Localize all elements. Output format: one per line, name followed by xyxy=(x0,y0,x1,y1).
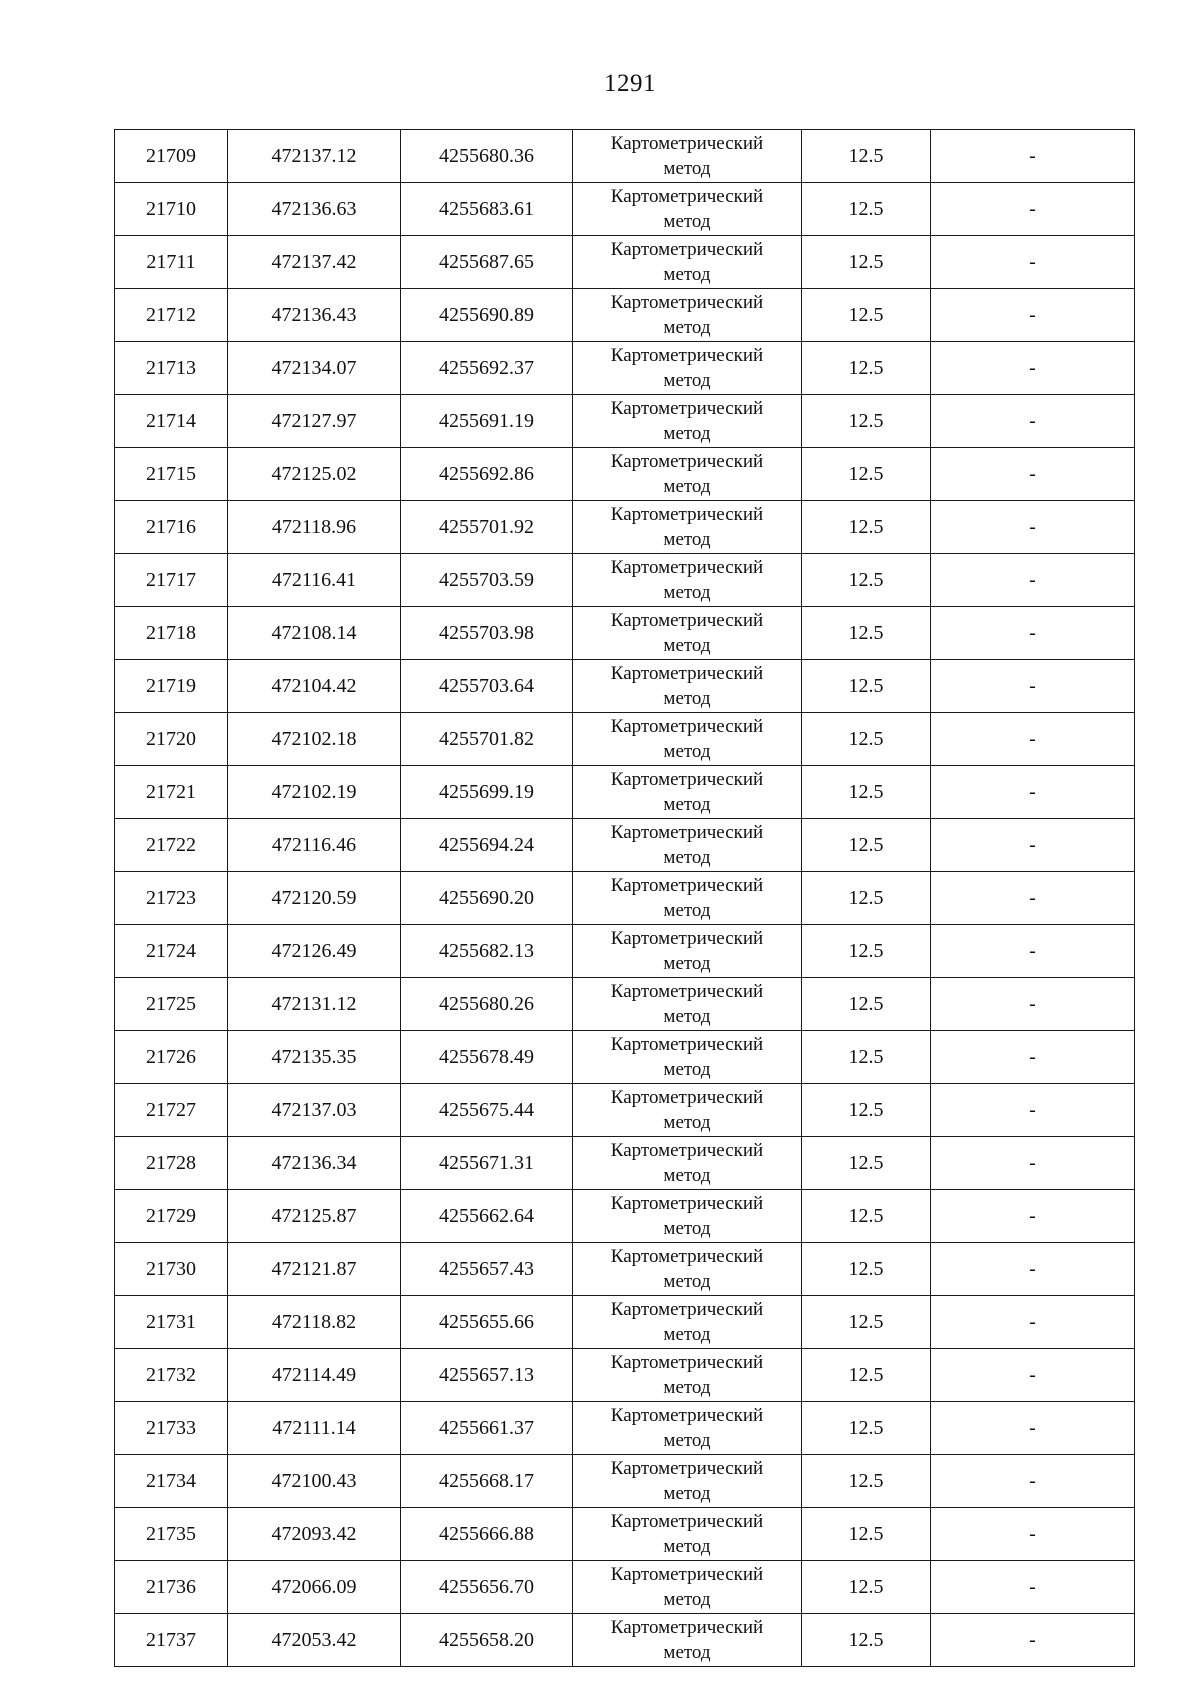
x-coordinate-cell: 472118.82 xyxy=(228,1296,401,1349)
accuracy-cell: 12.5 xyxy=(802,395,931,448)
method-cell xyxy=(573,1614,802,1667)
table-row xyxy=(115,1084,1135,1137)
method-line-1: Картометрический xyxy=(610,1352,764,1373)
accuracy-cell: 12.5 xyxy=(802,501,931,554)
method-line-1: Картометрический xyxy=(610,1034,764,1055)
method-cell xyxy=(573,1402,802,1455)
table-row xyxy=(115,1402,1135,1455)
accuracy-cell: 12.5 xyxy=(802,978,931,1031)
accuracy-cell: 12.5 xyxy=(802,1614,931,1667)
x-coordinate-cell: 472125.02 xyxy=(228,448,401,501)
y-coordinate-cell: 4255661.37 xyxy=(401,1402,573,1455)
method-line-2: метод xyxy=(663,1536,711,1557)
method-line-2: метод xyxy=(663,741,711,762)
accuracy-cell: 12.5 xyxy=(802,1243,931,1296)
accuracy-cell: 12.5 xyxy=(802,1084,931,1137)
note-cell: - xyxy=(931,819,1135,872)
method-line-2: метод xyxy=(663,211,711,232)
point-number-cell: 21718 xyxy=(115,607,228,660)
note-cell: - xyxy=(931,236,1135,289)
point-number-cell: 21733 xyxy=(115,1402,228,1455)
y-coordinate-cell: 4255658.20 xyxy=(401,1614,573,1667)
accuracy-cell: 12.5 xyxy=(802,1137,931,1190)
method-cell xyxy=(573,342,802,395)
x-coordinate-cell: 472137.42 xyxy=(228,236,401,289)
method-cell xyxy=(573,289,802,342)
y-coordinate-cell: 4255703.98 xyxy=(401,607,573,660)
accuracy-cell: 12.5 xyxy=(802,766,931,819)
method-line-1: Картометрический xyxy=(610,981,764,1002)
method-line-1: Картометрический xyxy=(610,1511,764,1532)
method-line-2: метод xyxy=(663,582,711,603)
coordinates-table-body xyxy=(115,130,1135,1667)
method-line-1: Картометрический xyxy=(610,1087,764,1108)
note-cell: - xyxy=(931,289,1135,342)
table-row xyxy=(115,130,1135,183)
point-number-cell: 21713 xyxy=(115,342,228,395)
note-cell: - xyxy=(931,501,1135,554)
point-number-cell: 21712 xyxy=(115,289,228,342)
note-cell: - xyxy=(931,183,1135,236)
method-line-2: метод xyxy=(663,529,711,550)
table-row xyxy=(115,342,1135,395)
method-cell xyxy=(573,1243,802,1296)
point-number-cell: 21710 xyxy=(115,183,228,236)
method-cell xyxy=(573,236,802,289)
x-coordinate-cell: 472136.34 xyxy=(228,1137,401,1190)
note-cell: - xyxy=(931,925,1135,978)
method-cell xyxy=(573,872,802,925)
note-cell: - xyxy=(931,1031,1135,1084)
accuracy-cell: 12.5 xyxy=(802,554,931,607)
x-coordinate-cell: 472104.42 xyxy=(228,660,401,713)
x-coordinate-cell: 472111.14 xyxy=(228,1402,401,1455)
method-line-1: Картометрический xyxy=(610,557,764,578)
point-number-cell: 21736 xyxy=(115,1561,228,1614)
x-coordinate-cell: 472102.18 xyxy=(228,713,401,766)
note-cell: - xyxy=(931,1614,1135,1667)
method-cell xyxy=(573,925,802,978)
y-coordinate-cell: 4255668.17 xyxy=(401,1455,573,1508)
method-line-1: Картометрический xyxy=(610,769,764,790)
method-cell xyxy=(573,183,802,236)
x-coordinate-cell: 472053.42 xyxy=(228,1614,401,1667)
method-line-1: Картометрический xyxy=(610,610,764,631)
x-coordinate-cell: 472102.19 xyxy=(228,766,401,819)
method-line-2: метод xyxy=(663,794,711,815)
method-line-1: Картометрический xyxy=(610,1564,764,1585)
x-coordinate-cell: 472116.46 xyxy=(228,819,401,872)
accuracy-cell: 12.5 xyxy=(802,1508,931,1561)
table-row xyxy=(115,713,1135,766)
accuracy-cell: 12.5 xyxy=(802,925,931,978)
table-row xyxy=(115,1243,1135,1296)
table-row xyxy=(115,183,1135,236)
point-number-cell: 21728 xyxy=(115,1137,228,1190)
method-line-2: метод xyxy=(663,1165,711,1186)
table-row xyxy=(115,1137,1135,1190)
method-cell xyxy=(573,1137,802,1190)
method-cell xyxy=(573,1296,802,1349)
accuracy-cell: 12.5 xyxy=(802,607,931,660)
x-coordinate-cell: 472100.43 xyxy=(228,1455,401,1508)
x-coordinate-cell: 472126.49 xyxy=(228,925,401,978)
point-number-cell: 21732 xyxy=(115,1349,228,1402)
table-row xyxy=(115,554,1135,607)
y-coordinate-cell: 4255703.59 xyxy=(401,554,573,607)
y-coordinate-cell: 4255680.36 xyxy=(401,130,573,183)
point-number-cell: 21726 xyxy=(115,1031,228,1084)
method-line-1: Картометрический xyxy=(610,398,764,419)
note-cell: - xyxy=(931,1561,1135,1614)
table-row xyxy=(115,660,1135,713)
method-line-2: метод xyxy=(663,370,711,391)
method-line-1: Картометрический xyxy=(610,345,764,366)
note-cell: - xyxy=(931,342,1135,395)
table-row xyxy=(115,1455,1135,1508)
table-row xyxy=(115,607,1135,660)
point-number-cell: 21727 xyxy=(115,1084,228,1137)
note-cell: - xyxy=(931,1349,1135,1402)
point-number-cell: 21716 xyxy=(115,501,228,554)
y-coordinate-cell: 4255657.43 xyxy=(401,1243,573,1296)
y-coordinate-cell: 4255671.31 xyxy=(401,1137,573,1190)
table-row xyxy=(115,819,1135,872)
method-line-1: Картометрический xyxy=(610,663,764,684)
note-cell: - xyxy=(931,554,1135,607)
y-coordinate-cell: 4255691.19 xyxy=(401,395,573,448)
point-number-cell: 21717 xyxy=(115,554,228,607)
y-coordinate-cell: 4255701.92 xyxy=(401,501,573,554)
method-line-2: метод xyxy=(663,635,711,656)
table-row xyxy=(115,289,1135,342)
accuracy-cell: 12.5 xyxy=(802,872,931,925)
accuracy-cell: 12.5 xyxy=(802,1402,931,1455)
table-row xyxy=(115,766,1135,819)
note-cell: - xyxy=(931,872,1135,925)
point-number-cell: 21735 xyxy=(115,1508,228,1561)
y-coordinate-cell: 4255678.49 xyxy=(401,1031,573,1084)
method-line-2: метод xyxy=(663,1324,711,1345)
x-coordinate-cell: 472136.43 xyxy=(228,289,401,342)
y-coordinate-cell: 4255687.65 xyxy=(401,236,573,289)
method-cell xyxy=(573,554,802,607)
note-cell: - xyxy=(931,1243,1135,1296)
point-number-cell: 21720 xyxy=(115,713,228,766)
note-cell: - xyxy=(931,1455,1135,1508)
x-coordinate-cell: 472131.12 xyxy=(228,978,401,1031)
method-line-2: метод xyxy=(663,1006,711,1027)
note-cell: - xyxy=(931,607,1135,660)
note-cell: - xyxy=(931,978,1135,1031)
method-line-1: Картометрический xyxy=(610,504,764,525)
note-cell: - xyxy=(931,1402,1135,1455)
y-coordinate-cell: 4255690.89 xyxy=(401,289,573,342)
point-number-cell: 21711 xyxy=(115,236,228,289)
x-coordinate-cell: 472136.63 xyxy=(228,183,401,236)
note-cell: - xyxy=(931,713,1135,766)
method-cell xyxy=(573,1561,802,1614)
accuracy-cell: 12.5 xyxy=(802,660,931,713)
method-line-1: Картометрический xyxy=(610,451,764,472)
method-line-2: метод xyxy=(663,264,711,285)
table-row xyxy=(115,925,1135,978)
x-coordinate-cell: 472121.87 xyxy=(228,1243,401,1296)
method-line-1: Картометрический xyxy=(610,239,764,260)
y-coordinate-cell: 4255683.61 xyxy=(401,183,573,236)
method-line-1: Картометрический xyxy=(610,133,764,154)
x-coordinate-cell: 472125.87 xyxy=(228,1190,401,1243)
method-line-1: Картометрический xyxy=(610,1140,764,1161)
y-coordinate-cell: 4255675.44 xyxy=(401,1084,573,1137)
method-line-2: метод xyxy=(663,423,711,444)
table-row xyxy=(115,978,1135,1031)
method-line-2: метод xyxy=(663,1271,711,1292)
point-number-cell: 21722 xyxy=(115,819,228,872)
method-line-2: метод xyxy=(663,847,711,868)
method-line-2: метод xyxy=(663,1218,711,1239)
note-cell: - xyxy=(931,130,1135,183)
accuracy-cell: 12.5 xyxy=(802,1296,931,1349)
y-coordinate-cell: 4255694.24 xyxy=(401,819,573,872)
method-line-1: Картометрический xyxy=(610,716,764,737)
x-coordinate-cell: 472114.49 xyxy=(228,1349,401,1402)
method-cell xyxy=(573,1349,802,1402)
method-line-2: метод xyxy=(663,1112,711,1133)
method-line-2: метод xyxy=(663,317,711,338)
method-line-2: метод xyxy=(663,1642,711,1663)
point-number-cell: 21730 xyxy=(115,1243,228,1296)
table-row xyxy=(115,448,1135,501)
y-coordinate-cell: 4255682.13 xyxy=(401,925,573,978)
method-cell xyxy=(573,766,802,819)
point-number-cell: 21734 xyxy=(115,1455,228,1508)
point-number-cell: 21724 xyxy=(115,925,228,978)
method-line-1: Картометрический xyxy=(610,1617,764,1638)
method-cell xyxy=(573,501,802,554)
method-cell xyxy=(573,1031,802,1084)
method-cell xyxy=(573,448,802,501)
method-line-2: метод xyxy=(663,1589,711,1610)
method-cell xyxy=(573,395,802,448)
accuracy-cell: 12.5 xyxy=(802,236,931,289)
method-line-2: метод xyxy=(663,476,711,497)
x-coordinate-cell: 472066.09 xyxy=(228,1561,401,1614)
method-line-2: метод xyxy=(663,158,711,179)
point-number-cell: 21725 xyxy=(115,978,228,1031)
method-cell xyxy=(573,1455,802,1508)
method-line-1: Картометрический xyxy=(610,822,764,843)
point-number-cell: 21723 xyxy=(115,872,228,925)
table-row xyxy=(115,236,1135,289)
accuracy-cell: 12.5 xyxy=(802,713,931,766)
y-coordinate-cell: 4255692.86 xyxy=(401,448,573,501)
method-line-1: Картометрический xyxy=(610,875,764,896)
method-line-2: метод xyxy=(663,900,711,921)
method-line-1: Картометрический xyxy=(610,292,764,313)
method-line-2: метод xyxy=(663,688,711,709)
table-row xyxy=(115,1296,1135,1349)
accuracy-cell: 12.5 xyxy=(802,342,931,395)
y-coordinate-cell: 4255680.26 xyxy=(401,978,573,1031)
method-line-2: метод xyxy=(663,953,711,974)
method-cell xyxy=(573,1084,802,1137)
accuracy-cell: 12.5 xyxy=(802,1561,931,1614)
method-line-2: метод xyxy=(663,1059,711,1080)
accuracy-cell: 12.5 xyxy=(802,448,931,501)
x-coordinate-cell: 472120.59 xyxy=(228,872,401,925)
method-cell xyxy=(573,1508,802,1561)
table-row xyxy=(115,1031,1135,1084)
note-cell: - xyxy=(931,766,1135,819)
method-line-1: Картометрический xyxy=(610,1299,764,1320)
y-coordinate-cell: 4255703.64 xyxy=(401,660,573,713)
y-coordinate-cell: 4255701.82 xyxy=(401,713,573,766)
point-number-cell: 21719 xyxy=(115,660,228,713)
point-number-cell: 21737 xyxy=(115,1614,228,1667)
note-cell: - xyxy=(931,1084,1135,1137)
method-cell xyxy=(573,130,802,183)
x-coordinate-cell: 472116.41 xyxy=(228,554,401,607)
accuracy-cell: 12.5 xyxy=(802,1190,931,1243)
x-coordinate-cell: 472134.07 xyxy=(228,342,401,395)
coordinates-table xyxy=(114,129,1135,1667)
note-cell: - xyxy=(931,395,1135,448)
table-row xyxy=(115,872,1135,925)
method-cell xyxy=(573,607,802,660)
method-line-1: Картометрический xyxy=(610,1405,764,1426)
x-coordinate-cell: 472135.35 xyxy=(228,1031,401,1084)
method-line-1: Картометрический xyxy=(610,928,764,949)
y-coordinate-cell: 4255666.88 xyxy=(401,1508,573,1561)
table-row xyxy=(115,501,1135,554)
accuracy-cell: 12.5 xyxy=(802,289,931,342)
y-coordinate-cell: 4255655.66 xyxy=(401,1296,573,1349)
y-coordinate-cell: 4255690.20 xyxy=(401,872,573,925)
point-number-cell: 21715 xyxy=(115,448,228,501)
method-line-2: метод xyxy=(663,1483,711,1504)
point-number-cell: 21714 xyxy=(115,395,228,448)
x-coordinate-cell: 472093.42 xyxy=(228,1508,401,1561)
accuracy-cell: 12.5 xyxy=(802,183,931,236)
page-number: 1291 xyxy=(604,70,656,97)
x-coordinate-cell: 472108.14 xyxy=(228,607,401,660)
note-cell: - xyxy=(931,448,1135,501)
note-cell: - xyxy=(931,1137,1135,1190)
x-coordinate-cell: 472137.12 xyxy=(228,130,401,183)
method-cell xyxy=(573,1190,802,1243)
method-line-1: Картометрический xyxy=(610,1193,764,1214)
note-cell: - xyxy=(931,1190,1135,1243)
accuracy-cell: 12.5 xyxy=(802,819,931,872)
table-row xyxy=(115,1349,1135,1402)
y-coordinate-cell: 4255699.19 xyxy=(401,766,573,819)
method-line-2: метод xyxy=(663,1430,711,1451)
table-row xyxy=(115,1508,1135,1561)
accuracy-cell: 12.5 xyxy=(802,1455,931,1508)
point-number-cell: 21731 xyxy=(115,1296,228,1349)
x-coordinate-cell: 472137.03 xyxy=(228,1084,401,1137)
method-line-1: Картометрический xyxy=(610,1246,764,1267)
x-coordinate-cell: 472118.96 xyxy=(228,501,401,554)
y-coordinate-cell: 4255657.13 xyxy=(401,1349,573,1402)
table-row xyxy=(115,1614,1135,1667)
method-line-1: Картометрический xyxy=(610,1458,764,1479)
note-cell: - xyxy=(931,1508,1135,1561)
point-number-cell: 21709 xyxy=(115,130,228,183)
note-cell: - xyxy=(931,660,1135,713)
method-line-1: Картометрический xyxy=(610,186,764,207)
method-line-2: метод xyxy=(663,1377,711,1398)
method-cell xyxy=(573,660,802,713)
point-number-cell: 21729 xyxy=(115,1190,228,1243)
table-row xyxy=(115,395,1135,448)
method-cell xyxy=(573,978,802,1031)
point-number-cell: 21721 xyxy=(115,766,228,819)
accuracy-cell: 12.5 xyxy=(802,130,931,183)
table-row xyxy=(115,1561,1135,1614)
accuracy-cell: 12.5 xyxy=(802,1031,931,1084)
y-coordinate-cell: 4255692.37 xyxy=(401,342,573,395)
y-coordinate-cell: 4255656.70 xyxy=(401,1561,573,1614)
x-coordinate-cell: 472127.97 xyxy=(228,395,401,448)
table-row xyxy=(115,1190,1135,1243)
y-coordinate-cell: 4255662.64 xyxy=(401,1190,573,1243)
method-cell xyxy=(573,713,802,766)
accuracy-cell: 12.5 xyxy=(802,1349,931,1402)
method-cell xyxy=(573,819,802,872)
note-cell: - xyxy=(931,1296,1135,1349)
